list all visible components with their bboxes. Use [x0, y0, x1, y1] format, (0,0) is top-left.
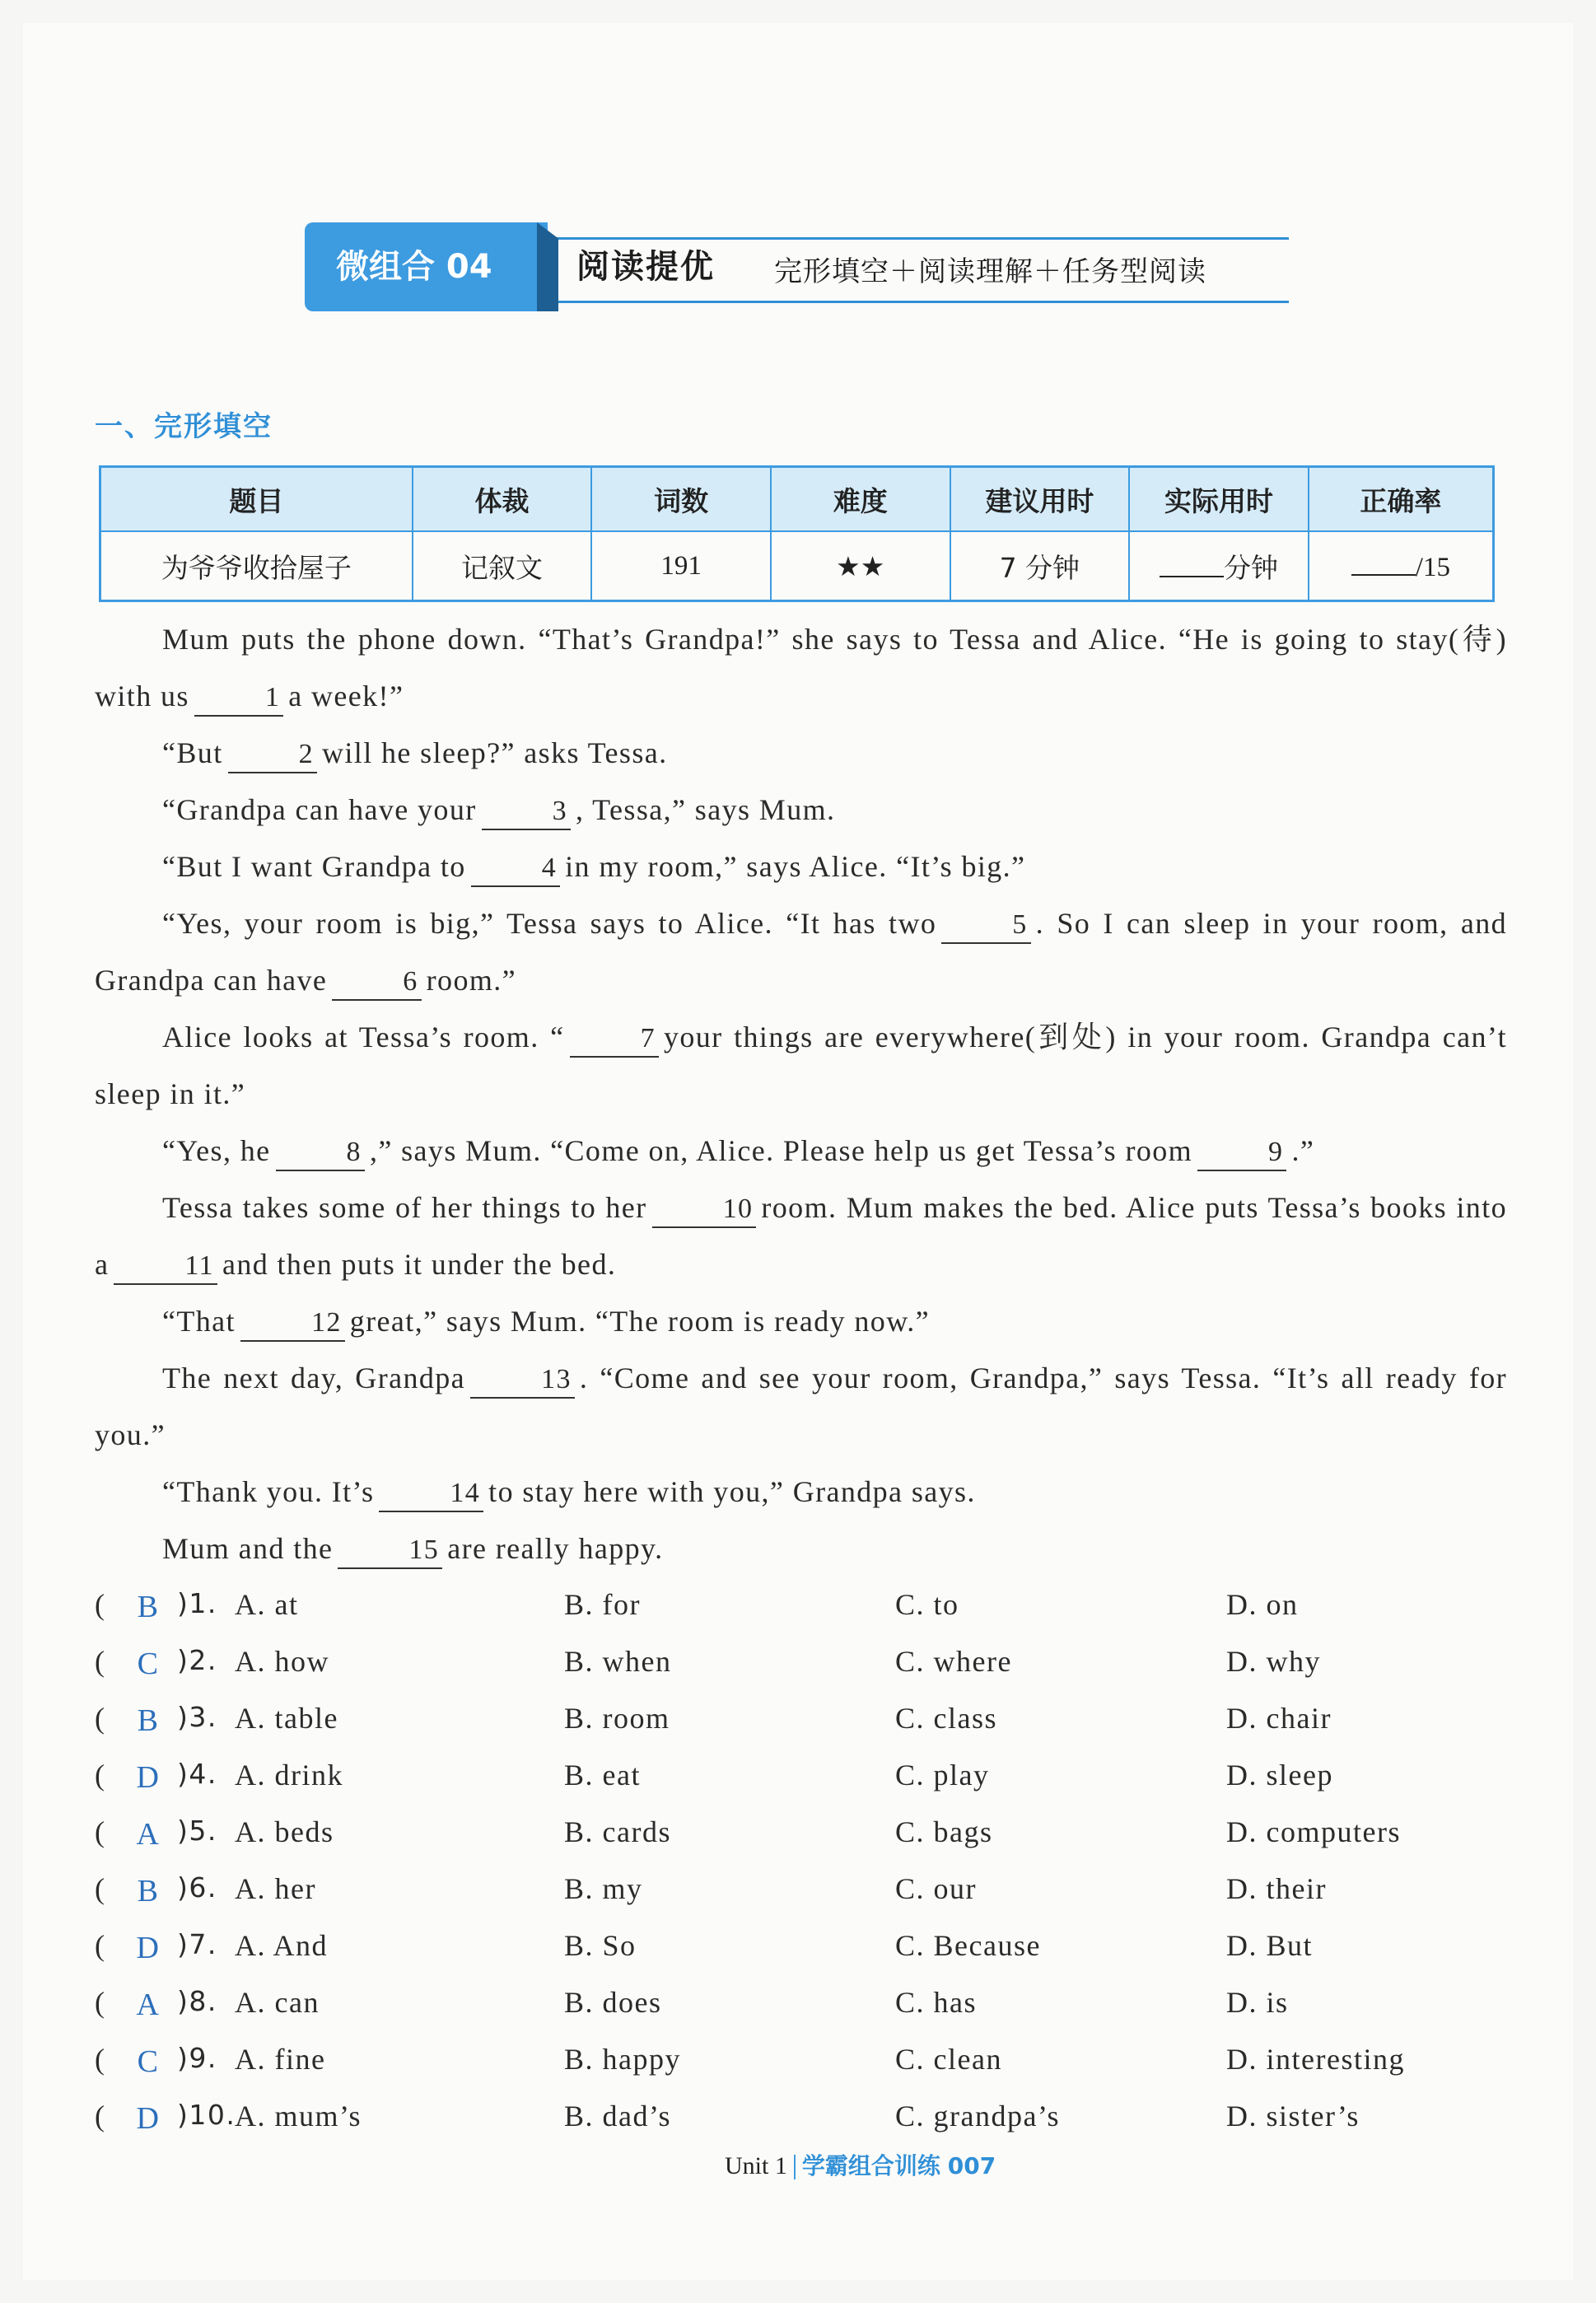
- paren: (: [95, 2043, 106, 2076]
- option-a[interactable]: A. table: [235, 1702, 338, 1735]
- topic-cell: 为爷爷收拾屋子: [100, 531, 413, 601]
- passage-text: a week!”: [288, 680, 404, 712]
- option-a[interactable]: A. at: [235, 1588, 299, 1621]
- passage-text: “Grandpa can have your: [162, 793, 477, 826]
- footer-brand: 学霸组合训练: [801, 2152, 940, 2179]
- blank-7[interactable]: 7: [570, 1021, 659, 1058]
- actual-time-blank[interactable]: [1160, 551, 1224, 577]
- paren: (: [95, 1759, 106, 1791]
- option-b[interactable]: B. dad’s: [564, 2100, 672, 2132]
- accuracy-total: /15: [1415, 552, 1450, 582]
- option-b[interactable]: B. eat: [564, 1759, 641, 1791]
- passage-text: . So I can sleep in your room, and Grandpa can have: [95, 907, 1507, 997]
- paren: (: [95, 1986, 106, 2019]
- passage-paragraph: [95, 1350, 1507, 1464]
- option-a[interactable]: A. fine: [235, 2043, 326, 2076]
- blank-3[interactable]: 3: [482, 794, 571, 830]
- passage-paragraph: [95, 725, 1507, 782]
- passage-paragraph: [95, 1464, 1507, 1521]
- option-d[interactable]: D. sister’s: [1226, 2100, 1360, 2132]
- accuracy-cell[interactable]: [1309, 531, 1494, 601]
- blank-4[interactable]: 4: [471, 851, 560, 887]
- question-number: )1.: [177, 1587, 217, 1619]
- blank-10[interactable]: 10: [652, 1192, 757, 1228]
- option-c[interactable]: C. where: [895, 1645, 1012, 1678]
- passage-text: “Yes, your room is big,” Tessa says to Alice. “It has two: [162, 907, 937, 940]
- banner-title: 阅读提优: [576, 248, 715, 286]
- accuracy-blank[interactable]: [1351, 549, 1416, 576]
- question-number: )3.: [177, 1701, 217, 1733]
- passage-text: Alice looks at Tessa’s room. “: [162, 1021, 565, 1053]
- question-number: )4.: [177, 1758, 217, 1790]
- question-number: )7.: [177, 1928, 217, 1960]
- blank-9[interactable]: 9: [1197, 1135, 1286, 1171]
- passage-text: “But I want Grandpa to: [162, 850, 466, 883]
- answer-choice[interactable]: B: [137, 1703, 160, 1738]
- question-row: [95, 2032, 1507, 2089]
- passage-text: .”: [1291, 1134, 1315, 1167]
- answer-choice[interactable]: D: [136, 1931, 161, 1965]
- answer-choice[interactable]: B: [137, 1590, 160, 1624]
- banner-top-rule: [548, 237, 1289, 240]
- passage-text: in my room,” says Alice. “It’s big.”: [565, 850, 1026, 883]
- passage-text: to stay here with you,” Grandpa says.: [488, 1475, 976, 1508]
- table-header-cell: 正确率: [1309, 467, 1494, 532]
- banner-tag: 微组合 04: [305, 222, 548, 311]
- option-d[interactable]: D. why: [1226, 1645, 1321, 1678]
- passage-text: are really happy.: [447, 1532, 664, 1565]
- passage-text: and then puts it under the bed.: [222, 1248, 617, 1281]
- passage-text: Mum and the: [162, 1532, 334, 1565]
- option-d[interactable]: D. computers: [1226, 1815, 1401, 1848]
- passage-paragraph: [95, 1123, 1507, 1180]
- blank-15[interactable]: 15: [338, 1533, 442, 1569]
- blank-8[interactable]: 8: [276, 1135, 365, 1171]
- passage-text: room.”: [426, 964, 517, 997]
- option-d[interactable]: D. their: [1226, 1872, 1327, 1905]
- table-header-cell: 词数: [591, 467, 771, 532]
- passage-text: Tessa takes some of her things to her: [162, 1191, 647, 1224]
- option-b[interactable]: B. my: [564, 1872, 643, 1905]
- passage-paragraph: [95, 895, 1507, 1009]
- option-b[interactable]: B. when: [564, 1645, 672, 1678]
- paren: (: [95, 2100, 106, 2132]
- passage-text: The next day, Grandpa: [162, 1362, 466, 1394]
- answer-choice[interactable]: A: [136, 1817, 161, 1852]
- option-a[interactable]: A. drink: [235, 1759, 343, 1791]
- page-footer: [725, 2148, 996, 2181]
- question-number: )10.: [177, 2099, 236, 2131]
- option-c[interactable]: C. Because: [895, 1929, 1041, 1962]
- question-number: )9.: [177, 2042, 217, 2074]
- actual-time-cell[interactable]: [1129, 531, 1309, 601]
- answer-choice[interactable]: B: [137, 1874, 160, 1908]
- difficulty-cell: ★★: [771, 531, 950, 601]
- question-number: )2.: [177, 1644, 217, 1676]
- option-d[interactable]: D. sleep: [1226, 1759, 1333, 1791]
- passage-text: Mum puts the phone down. “That’s Grandpa!” she says to Tessa and Alice. “He is going to stay(待) with us: [95, 623, 1507, 712]
- question-row: [95, 1691, 1507, 1748]
- option-a[interactable]: A. can: [235, 1986, 320, 2019]
- table-header-row: [100, 467, 1494, 532]
- blank-11[interactable]: 11: [114, 1249, 217, 1285]
- answer-choice[interactable]: C: [137, 2044, 160, 2079]
- blank-13[interactable]: 13: [470, 1362, 575, 1399]
- blank-6[interactable]: 6: [332, 965, 421, 1001]
- passage-text: great,” says Mum. “The room is ready now.”: [349, 1305, 931, 1338]
- page-number: 007: [947, 2152, 996, 2179]
- question-row: [95, 1577, 1507, 1634]
- passage-paragraph: [95, 1009, 1507, 1123]
- paren: (: [95, 1872, 106, 1905]
- question-row: [95, 1805, 1507, 1862]
- option-b[interactable]: B. So: [564, 1929, 637, 1962]
- option-d[interactable]: D. chair: [1226, 1702, 1332, 1735]
- question-row: [95, 1918, 1507, 1975]
- table-header-cell: 实际用时: [1129, 467, 1309, 532]
- footer-unit: Unit 1: [725, 2152, 787, 2179]
- paren: (: [95, 1588, 106, 1621]
- table-header-cell: 体裁: [413, 467, 592, 532]
- table-row: [100, 531, 1494, 601]
- option-c[interactable]: C. has: [895, 1986, 977, 2019]
- blank-5[interactable]: 5: [941, 908, 1030, 944]
- option-d[interactable]: D. But: [1226, 1929, 1314, 1962]
- paren: (: [95, 1815, 106, 1848]
- question-number: )8.: [177, 1985, 217, 2017]
- option-d[interactable]: D. interesting: [1226, 2043, 1405, 2076]
- answer-choice[interactable]: C: [137, 1647, 160, 1681]
- answer-choice[interactable]: A: [136, 1988, 161, 2022]
- blank-1[interactable]: 1: [194, 680, 283, 717]
- option-c[interactable]: C. clean: [895, 2043, 1002, 2076]
- passage-text: “That: [162, 1305, 236, 1338]
- section-heading: 一、完形填空: [95, 410, 273, 443]
- word-count-cell: 191: [591, 531, 771, 601]
- option-c[interactable]: C. grandpa’s: [895, 2100, 1060, 2132]
- passage-text: “But: [162, 736, 223, 769]
- option-c[interactable]: C. to: [895, 1588, 959, 1621]
- paren: (: [95, 1702, 106, 1735]
- blank-2[interactable]: 2: [228, 737, 317, 773]
- passage-text: , Tessa,” says Mum.: [576, 793, 836, 826]
- passage-text: will he sleep?” asks Tessa.: [322, 736, 668, 769]
- option-d[interactable]: D. is: [1226, 1986, 1289, 2019]
- info-table: [99, 465, 1495, 602]
- blank-12[interactable]: 12: [240, 1306, 345, 1342]
- genre-cell: 记叙文: [413, 531, 592, 601]
- paren: (: [95, 1645, 106, 1678]
- passage-paragraph: [95, 1521, 1507, 1577]
- table-header-cell: 建议用时: [950, 467, 1130, 532]
- option-b[interactable]: B. cards: [564, 1815, 671, 1848]
- question-number: )6.: [177, 1871, 217, 1904]
- question-row: [95, 2089, 1507, 2146]
- footer-separator: [794, 2155, 796, 2179]
- passage-text: “Thank you. It’s: [162, 1475, 375, 1508]
- option-b[interactable]: B. does: [564, 1986, 662, 2019]
- passage-paragraph: [95, 1293, 1507, 1350]
- passage-paragraph: [95, 611, 1507, 725]
- option-b[interactable]: B. happy: [564, 2043, 681, 2076]
- option-c[interactable]: C. play: [895, 1759, 990, 1791]
- table-header-cell: 难度: [771, 467, 950, 532]
- option-a[interactable]: A. mum’s: [235, 2100, 362, 2132]
- section-banner: [305, 222, 1289, 311]
- option-a[interactable]: A. her: [235, 1872, 316, 1905]
- table-header-cell: 题目: [100, 467, 413, 532]
- passage-text: “Yes, he: [162, 1134, 271, 1167]
- passage-text: ,” says Mum. “Come on, Alice. Please help us get Tessa’s room: [369, 1134, 1193, 1167]
- option-b[interactable]: B. room: [564, 1702, 670, 1735]
- question-row: [95, 1975, 1507, 2032]
- answer-choice[interactable]: D: [136, 2101, 161, 2136]
- question-number: )5.: [177, 1815, 217, 1847]
- option-c[interactable]: C. bags: [895, 1815, 993, 1848]
- blank-14[interactable]: 14: [379, 1476, 483, 1512]
- suggested-time-cell: 7 分钟: [950, 531, 1130, 601]
- passage-text: your things are everywhere(到处) in your room. Grandpa can’t sleep in it.”: [95, 1021, 1508, 1110]
- banner-bottom-rule: [548, 301, 1289, 303]
- passage-paragraph: [95, 839, 1507, 895]
- passage-paragraph: [95, 782, 1507, 839]
- option-b[interactable]: B. for: [564, 1588, 641, 1621]
- actual-time-unit: 分钟: [1223, 551, 1278, 584]
- answer-options: [95, 1577, 1507, 2146]
- option-a[interactable]: A. how: [235, 1645, 329, 1678]
- passage-text: room. Mum makes the bed. Alice puts Tessa’s books into a: [95, 1191, 1507, 1281]
- question-row: [95, 1634, 1507, 1691]
- option-d[interactable]: D. on: [1226, 1588, 1299, 1621]
- option-c[interactable]: C. our: [895, 1872, 977, 1905]
- banner-tag-notch: [537, 222, 558, 311]
- question-row: [95, 1862, 1507, 1918]
- option-c[interactable]: C. class: [895, 1702, 997, 1735]
- banner-subtitle: 完形填空＋阅读理解＋任务型阅读: [774, 255, 1206, 288]
- paren: (: [95, 1929, 106, 1962]
- option-a[interactable]: A. beds: [235, 1815, 334, 1848]
- answer-choice[interactable]: D: [136, 1760, 161, 1795]
- question-row: [95, 1748, 1507, 1805]
- option-a[interactable]: A. And: [235, 1929, 329, 1962]
- cloze-passage: [95, 611, 1507, 1577]
- passage-text: . “Come and see your room, Grandpa,” says Tessa. “It’s all ready for you.”: [95, 1362, 1507, 1451]
- passage-paragraph: [95, 1180, 1507, 1293]
